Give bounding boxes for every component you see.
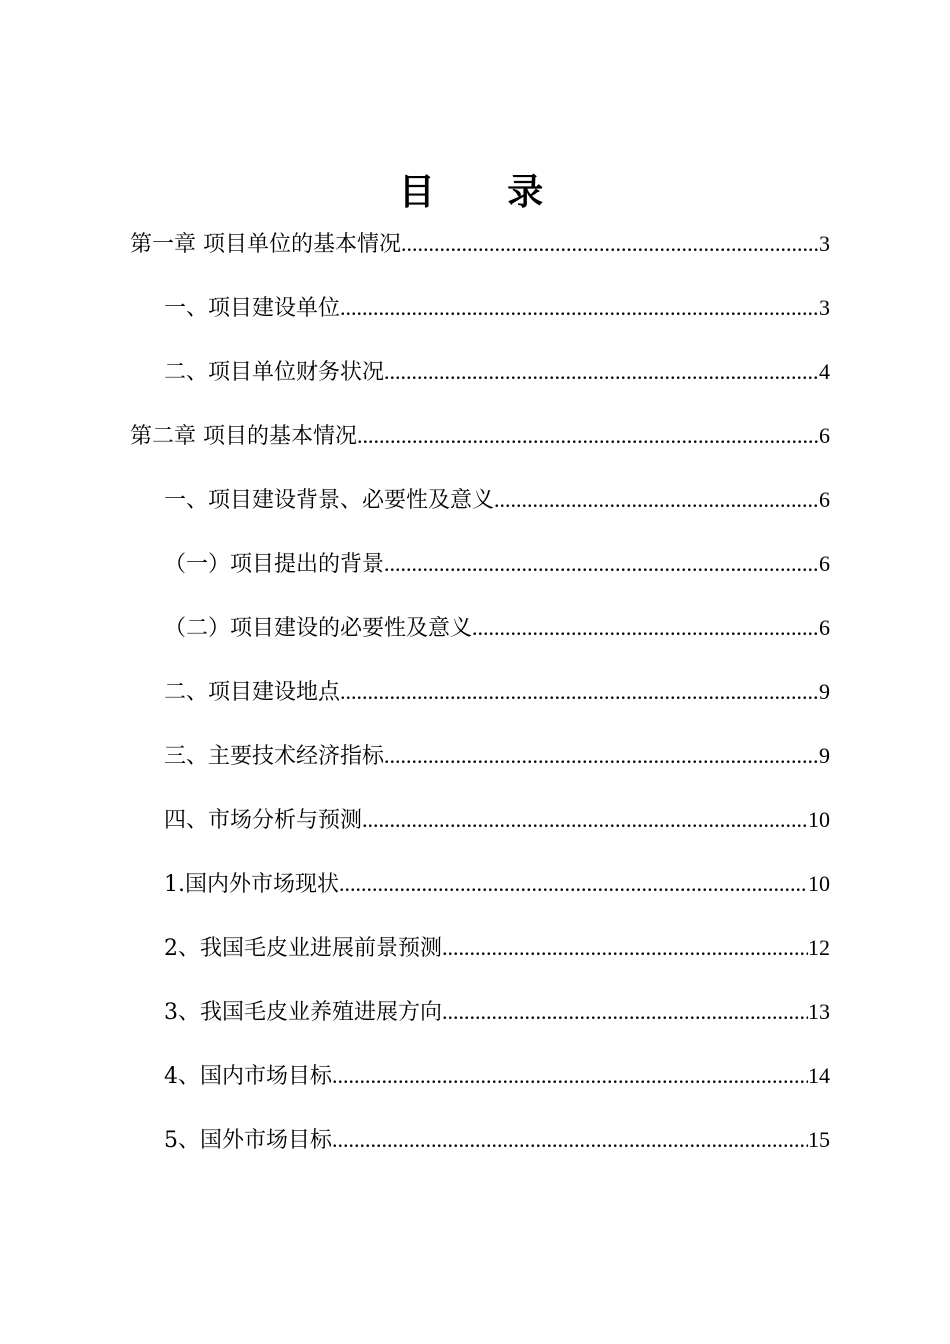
toc-entry[interactable] [130,608,830,672]
toc-page-number: 15 [808,1127,830,1152]
toc-page-number: 3 [819,295,830,320]
toc-dot-leader [494,480,819,520]
toc-dot-leader [472,608,819,648]
toc-entry-text: 第一章 项目单位的基本情况 [130,232,401,257]
toc-page-number: 9 [819,743,830,768]
toc-page-number: 6 [819,487,830,512]
toc-entry-text: 4、国内市场目标 [164,1064,332,1089]
toc-entry[interactable] [130,544,830,608]
toc-page-number: 13 [808,999,830,1024]
toc-dot-leader [442,992,808,1032]
toc-list [130,224,830,1184]
toc-page-number: 3 [819,231,830,256]
toc-entry-text: 一、项目建设单位 [164,296,341,321]
toc-entry-text: 第二章 项目的基本情况 [130,424,357,449]
toc-dot-leader [362,800,808,840]
toc-dot-leader [357,416,819,456]
toc-page-number: 14 [808,1063,830,1088]
toc-page-number: 10 [808,807,830,832]
toc-page-number: 6 [819,615,830,640]
toc-page-number: 10 [808,871,830,896]
toc-entry[interactable] [130,864,830,928]
toc-entry-text: （二）项目建设的必要性及意义 [164,616,473,641]
toc-dot-leader [384,544,819,584]
toc-dot-leader [442,928,808,968]
toc-entry-text: 四、市场分析与预测 [164,808,363,833]
toc-entry[interactable] [130,288,830,352]
toc-dot-leader [332,1056,808,1096]
toc-entry-text: （一）项目提出的背景 [164,552,385,577]
toc-dot-leader [339,864,808,904]
toc-entry[interactable] [130,480,830,544]
toc-entry[interactable] [130,416,830,480]
toc-entry-text: 二、项目单位财务状况 [164,360,385,385]
toc-entry-text: 二、项目建设地点 [164,680,341,705]
toc-entry[interactable] [130,992,830,1056]
toc-page-number: 4 [819,359,830,384]
toc-dot-leader [384,352,819,392]
toc-dot-leader [384,736,819,776]
toc-entry[interactable] [130,928,830,992]
toc-dot-leader [401,224,819,264]
toc-dot-leader [332,1120,808,1160]
toc-title: 目 录 [398,172,574,213]
toc-entry-text: 2、我国毛皮业进展前景预测 [164,936,442,961]
toc-entry-text: 1.国内外市场现状 [164,872,339,897]
toc-entry-text: 5、国外市场目标 [164,1128,332,1153]
toc-entry[interactable] [130,352,830,416]
toc-entry-text: 3、我国毛皮业养殖进展方向 [164,1000,442,1025]
toc-page-number: 6 [819,423,830,448]
toc-entry[interactable] [130,224,830,288]
toc-entry[interactable] [130,1120,830,1184]
toc-dot-leader [340,672,819,712]
toc-entry[interactable] [130,736,830,800]
toc-page-number: 6 [819,551,830,576]
toc-page-number: 12 [808,935,830,960]
toc-entry-text: 三、主要技术经济指标 [164,744,385,769]
toc-entry[interactable] [130,1056,830,1120]
toc-entry[interactable] [130,672,830,736]
toc-page-number: 9 [819,679,830,704]
toc-entry-text: 一、项目建设背景、必要性及意义 [164,488,495,513]
toc-entry[interactable] [130,800,830,864]
toc-dot-leader [340,288,819,328]
